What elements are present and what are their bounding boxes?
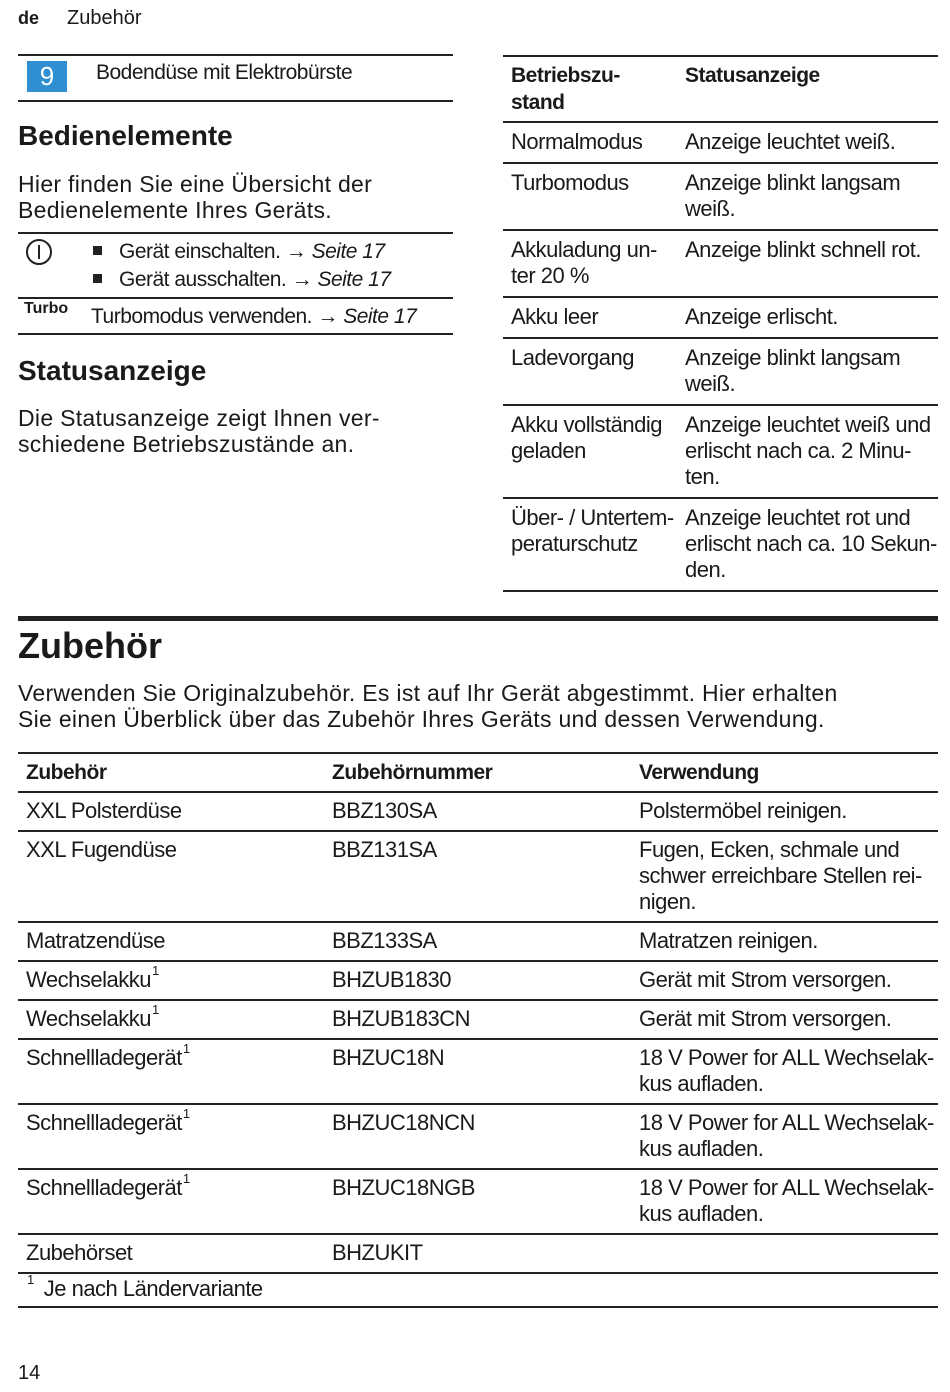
accessory-use-cell <box>631 1234 938 1273</box>
accessory-name-cell <box>18 1169 324 1234</box>
divider <box>18 100 453 102</box>
accessory-use-cell: Gerät mit Strom versorgen. <box>631 961 938 1000</box>
accessory-name: Wechselakku <box>26 1006 151 1031</box>
table-header-row <box>503 56 938 122</box>
accessory-name: Matratzendüse <box>26 928 166 953</box>
column-header <box>677 56 938 122</box>
accessory-number-cell: BHZUC18NGB <box>324 1169 631 1234</box>
controls-heading: Bedienelemente <box>18 120 233 151</box>
column-header: Zubehör <box>18 753 324 792</box>
column-header: Zubehörnummer <box>324 753 631 792</box>
state-cell: Akku vollständig geladen <box>503 405 677 498</box>
accessory-use-cell: Fugen, Ecken, schmale und schwer erreichbare Stellen rei- nigen. <box>631 831 938 922</box>
controls-intro-line-1: Hier finden Sie eine Übersicht der <box>18 171 373 197</box>
accessory-number-cell: BBZ133SA <box>324 922 631 961</box>
table-row <box>18 1169 938 1234</box>
table-row <box>18 792 938 831</box>
indicator-cell: Anzeige erlischt. <box>677 297 938 338</box>
table-row <box>503 163 938 230</box>
footnote-row <box>18 1273 938 1307</box>
accessory-name-cell <box>18 831 324 922</box>
accessories-table <box>18 752 938 1308</box>
accessory-name-cell <box>18 1234 324 1273</box>
accessory-name: XXL Fugendüse <box>26 837 177 862</box>
table-row <box>18 1104 938 1169</box>
accessory-name: Wechselakku <box>26 967 151 992</box>
accessory-use-cell: Gerät mit Strom versorgen. <box>631 1000 938 1039</box>
table-row <box>503 338 938 405</box>
accessory-name-cell <box>18 961 324 1000</box>
table-row <box>18 831 938 922</box>
footnote-mark: 1 <box>27 1271 34 1287</box>
section-divider <box>18 616 938 621</box>
accessory-number-cell: BBZ131SA <box>324 831 631 922</box>
part-number-badge: 9 <box>27 61 67 92</box>
part-label: Bodendüse mit Elektrobürste <box>96 61 353 84</box>
accessory-name-cell <box>18 792 324 831</box>
accessory-number-cell: BHZUB183CN <box>324 1000 631 1039</box>
accessory-name-cell <box>18 1039 324 1104</box>
footnote-reference: 1 <box>151 1001 159 1017</box>
power-off-text: Gerät ausschalten. → <box>119 268 313 291</box>
running-header-title: Zubehör <box>67 7 142 29</box>
controls-intro-line-2: Bedienelemente Ihres Geräts. <box>18 197 332 223</box>
accessories-intro-line-2: Sie einen Überblick über das Zubehör Ihres Geräts und dessen Verwendung. <box>18 706 825 732</box>
header-line: Betriebszu- stand <box>511 64 620 114</box>
status-table <box>503 55 938 592</box>
indicator-cell: Anzeige leuchtet weiß. <box>677 122 938 163</box>
accessory-use-cell: 18 V Power for ALL Wechselak- kus aufladen. <box>631 1039 938 1104</box>
footnote-reference: 1 <box>182 1105 190 1121</box>
state-cell: Normalmodus <box>503 122 677 163</box>
header-line: Statusanzeige <box>685 64 820 87</box>
accessory-use-cell: Polstermöbel reinigen. <box>631 792 938 831</box>
status-intro-line-2: schiedene Betriebszustände an. <box>18 431 355 457</box>
accessory-number-cell: BHZUB1830 <box>324 961 631 1000</box>
table-row <box>18 1234 938 1273</box>
state-cell: Turbomodus <box>503 163 677 230</box>
accessory-number-cell: BBZ130SA <box>324 792 631 831</box>
state-cell: Akku leer <box>503 297 677 338</box>
list-item <box>93 240 385 264</box>
power-on-text: Gerät einschalten. → <box>119 240 307 263</box>
footnote <box>18 1273 938 1307</box>
table-header-row <box>18 753 938 792</box>
list-item <box>93 268 391 292</box>
state-cell: Akkuladung un- ter 20 % <box>503 230 677 297</box>
accessory-use-cell: Matratzen reinigen. <box>631 922 938 961</box>
state-cell: Ladevorgang <box>503 338 677 405</box>
indicator-cell: Anzeige blinkt schnell rot. <box>677 230 938 297</box>
divider <box>18 297 453 299</box>
status-heading: Statusanzeige <box>18 355 207 386</box>
indicator-cell: Anzeige blinkt langsam weiß. <box>677 163 938 230</box>
page-reference[interactable]: Seite 17 <box>311 240 385 263</box>
section-heading: Zubehör <box>18 625 162 666</box>
indicator-cell: Anzeige leuchtet rot und erlischt nach ca. 10 Sekun- den. <box>677 498 938 591</box>
accessory-name: Schnellladegerät <box>26 1175 182 1200</box>
accessory-use-cell: 18 V Power for ALL Wechselak- kus aufladen. <box>631 1104 938 1169</box>
footnote-reference: 1 <box>182 1170 190 1186</box>
page-reference[interactable]: Seite 17 <box>317 268 391 291</box>
status-intro-line-1: Die Statusanzeige zeigt Ihnen ver- <box>18 405 380 431</box>
divider <box>18 333 453 335</box>
column-header <box>503 56 677 122</box>
page-reference[interactable]: Seite 17 <box>343 305 417 328</box>
accessory-number-cell: BHZUC18NCN <box>324 1104 631 1169</box>
table-row <box>503 498 938 591</box>
turbo-label: Turbo <box>24 300 69 317</box>
page-number: 14 <box>18 1362 41 1384</box>
table-row <box>18 1039 938 1104</box>
footnote-reference: 1 <box>182 1040 190 1056</box>
table-row <box>503 405 938 498</box>
accessory-number-cell: BHZUC18N <box>324 1039 631 1104</box>
column-header: Verwendung <box>631 753 938 792</box>
turbo-text: Turbomodus verwenden. → <box>91 305 338 328</box>
accessories-intro-line-1: Verwenden Sie Originalzubehör. Es ist auf Ihr Gerät abgestimmt. Hier erhalten <box>18 680 838 706</box>
accessory-name: XXL Polsterdüse <box>26 798 182 823</box>
state-cell: Über- / Untertem- peraturschutz <box>503 498 677 591</box>
accessory-name: Schnellladegerät <box>26 1110 182 1135</box>
accessory-name: Zubehörset <box>26 1240 133 1265</box>
language-code: de <box>18 8 40 28</box>
accessory-name: Schnellladegerät <box>26 1045 182 1070</box>
divider <box>18 54 453 56</box>
table-row <box>18 961 938 1000</box>
accessory-name-cell <box>18 1000 324 1039</box>
power-icon <box>26 239 52 265</box>
bullet-icon <box>93 274 102 283</box>
footnote-text: Je nach Ländervariante <box>43 1276 263 1301</box>
footnote-reference: 1 <box>151 962 159 978</box>
accessory-use-cell: 18 V Power for ALL Wechselak- kus aufladen. <box>631 1169 938 1234</box>
indicator-cell: Anzeige leuchtet weiß und erlischt nach ca. 2 Minu- ten. <box>677 405 938 498</box>
table-row <box>503 297 938 338</box>
table-row <box>503 122 938 163</box>
divider <box>18 232 453 234</box>
indicator-cell: Anzeige blinkt langsam weiß. <box>677 338 938 405</box>
list-item <box>91 305 416 329</box>
table-row <box>503 230 938 297</box>
table-row <box>18 1000 938 1039</box>
accessory-number-cell: BHZUKIT <box>324 1234 631 1273</box>
accessory-name-cell <box>18 1104 324 1169</box>
table-row <box>18 922 938 961</box>
bullet-icon <box>93 246 102 255</box>
accessory-name-cell <box>18 922 324 961</box>
